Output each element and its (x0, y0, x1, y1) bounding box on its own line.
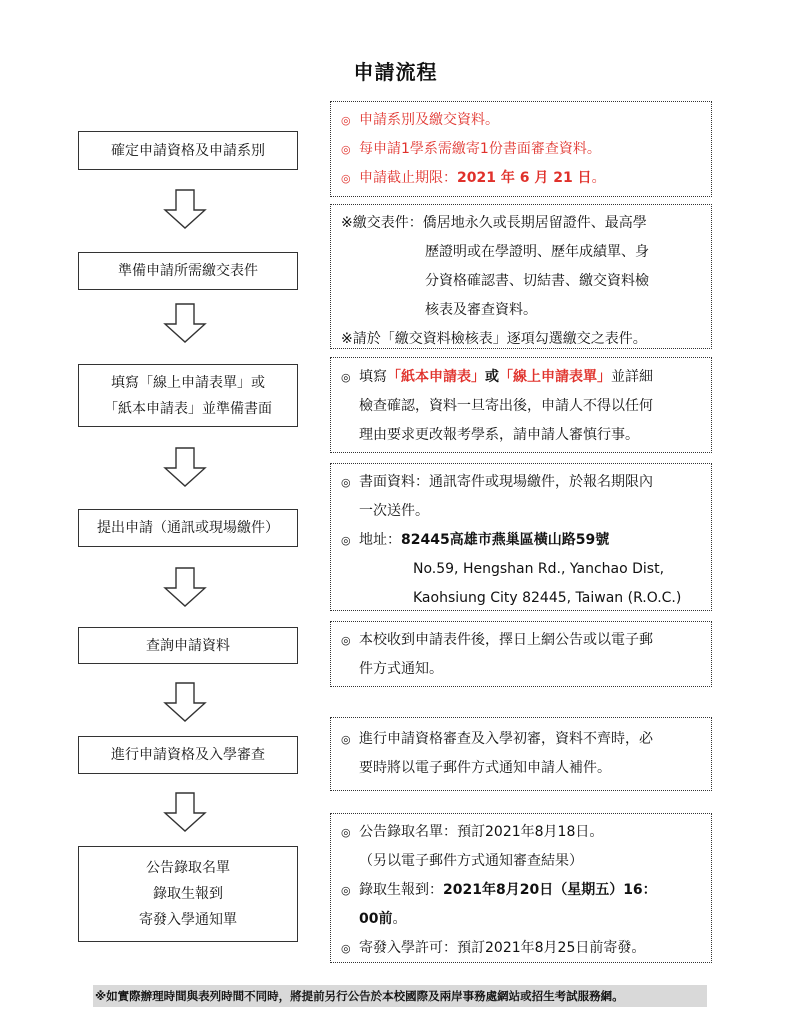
bullet-icon: ◎ (341, 942, 351, 955)
step-label: 提出申請（通訊或現場繳件） (97, 520, 279, 536)
bullet-icon: ◎ (341, 733, 351, 746)
down-arrow-icon (163, 567, 207, 607)
note-line (341, 934, 701, 963)
note-line: 件方式通知。 (359, 661, 443, 677)
bullet-icon: ◎ (341, 371, 351, 384)
note-line: 分資格確認書、切結書、繳交資料檢 (425, 273, 649, 289)
step-announce-results (78, 846, 298, 942)
step-fill-application (78, 364, 298, 427)
bullet-icon: ◎ (341, 172, 351, 185)
step-prepare-documents (78, 252, 298, 290)
note-notification (330, 621, 712, 687)
down-arrow-icon (163, 682, 207, 722)
note-text: 地址： (359, 532, 401, 548)
bullet-icon: ◎ (341, 114, 351, 127)
note-text: 錄取生報到： (359, 882, 443, 898)
bullet-icon: ◎ (341, 634, 351, 647)
note-review (330, 717, 712, 791)
step-label: 查詢申請資料 (146, 637, 230, 654)
note-text: 申請截止期限： (359, 170, 457, 186)
bullet-icon: ◎ (341, 884, 351, 897)
step-label: 填寫「線上申請表單」或 (111, 374, 265, 391)
address-en-line: Kaohsiung City 82445, Taiwan (R.O.C.) (413, 590, 682, 606)
note-text: 並詳細 (611, 369, 653, 385)
down-arrow-icon (163, 303, 207, 343)
note-line: 檢查確認，資料一旦寄出後，申請人不得以任何 (359, 398, 653, 414)
note-results (330, 813, 712, 963)
note-text: 填寫 (359, 369, 387, 385)
note-text: 書面資料：通訊寄件或現場繳件，於報名期限內 (359, 474, 653, 490)
note-line (341, 818, 701, 847)
note-text: 進行申請資格審查及入學初審，資料不齊時，必 (359, 731, 653, 747)
note-text: 公告錄取名單：預訂2021年8月18日。 (359, 824, 604, 840)
note-line: 核表及審查資料。 (425, 302, 537, 318)
note-line (341, 106, 701, 135)
note-text: 或 (485, 369, 499, 385)
note-line (341, 164, 701, 193)
note-line: ※繳交表件：僑居地永久或長期居留證件、最高學 (341, 215, 647, 231)
step-label: 「紙本申請表」並準備書面 (104, 400, 272, 417)
address-en-line: No.59, Hengshan Rd., Yanchao Dist, (413, 561, 665, 577)
report-date: 2021年8月20日（星期五）16： (443, 882, 657, 898)
step-review-admission (78, 736, 298, 774)
note-text: 寄發入學許可：預訂2021年8月25日前寄發。 (359, 940, 646, 956)
note-text: 申請系別及繳交資料。 (359, 112, 499, 128)
note-text: 每申請1學系需繳寄1份書面審查資料。 (359, 141, 601, 157)
step-label: 進行申請資格及入學審查 (111, 747, 265, 763)
step-submit-application (78, 509, 298, 547)
paper-form-label: 「紙本申請表」 (387, 369, 485, 385)
footer-notice: ※如實際辦理時間與表列時間不同時，將提前另行公告於本校國際及兩岸事務處網站或招生考試服務網。 (93, 985, 707, 1007)
down-arrow-icon (163, 447, 207, 487)
note-required-documents (330, 204, 712, 349)
note-line (341, 626, 701, 655)
bullet-icon: ◎ (341, 534, 351, 547)
note-text: 本校收到申請表件後，擇日上網公告或以電子郵 (359, 632, 653, 648)
down-arrow-icon (163, 189, 207, 229)
page-title: 申請流程 (353, 60, 438, 84)
step-confirm-eligibility (78, 131, 298, 170)
bullet-icon: ◎ (341, 826, 351, 839)
note-text: 。 (392, 911, 407, 927)
step-label: 確定申請資格及申請系別 (111, 142, 265, 159)
note-line (341, 905, 701, 934)
note-line (341, 876, 701, 905)
note-line (341, 135, 701, 164)
note-line: 理由要求更改報考學系，請申請人審慎行事。 (359, 427, 639, 443)
step-label: 準備申請所需繳交表件 (118, 263, 258, 279)
note-department-selection (330, 101, 712, 197)
note-line: ※請於「繳交資料檢核表」逐項勾選繳交之表件。 (341, 331, 647, 347)
note-submit-documents (330, 463, 712, 611)
step-label: 寄發入學通知單 (139, 912, 237, 928)
online-form-label: 「線上申請表單」 (499, 369, 611, 385)
address-zh: 82445高雄市燕巢區橫山路59號 (401, 532, 610, 548)
deadline-date: 2021 年 6 月 21 日 (457, 170, 592, 186)
note-line: 一次送件。 (359, 503, 429, 519)
note-line (341, 725, 701, 754)
report-time: 00前 (359, 911, 393, 927)
note-fill-application (330, 357, 712, 453)
note-line: 要時將以電子郵件方式通知申請人補件。 (359, 760, 611, 776)
step-check-application (78, 627, 298, 664)
step-label: 公告錄取名單 (146, 860, 230, 876)
note-line: （另以電子郵件方式通知審查結果） (359, 853, 583, 869)
step-label: 錄取生報到 (153, 886, 223, 902)
bullet-icon: ◎ (341, 476, 351, 489)
bullet-icon: ◎ (341, 143, 351, 156)
note-line (341, 468, 701, 497)
down-arrow-icon (163, 792, 207, 832)
note-line (341, 526, 701, 555)
note-line (341, 363, 701, 392)
note-text: 。 (591, 170, 606, 186)
note-line: 歷證明或在學證明、歷年成績單、身 (425, 244, 649, 260)
